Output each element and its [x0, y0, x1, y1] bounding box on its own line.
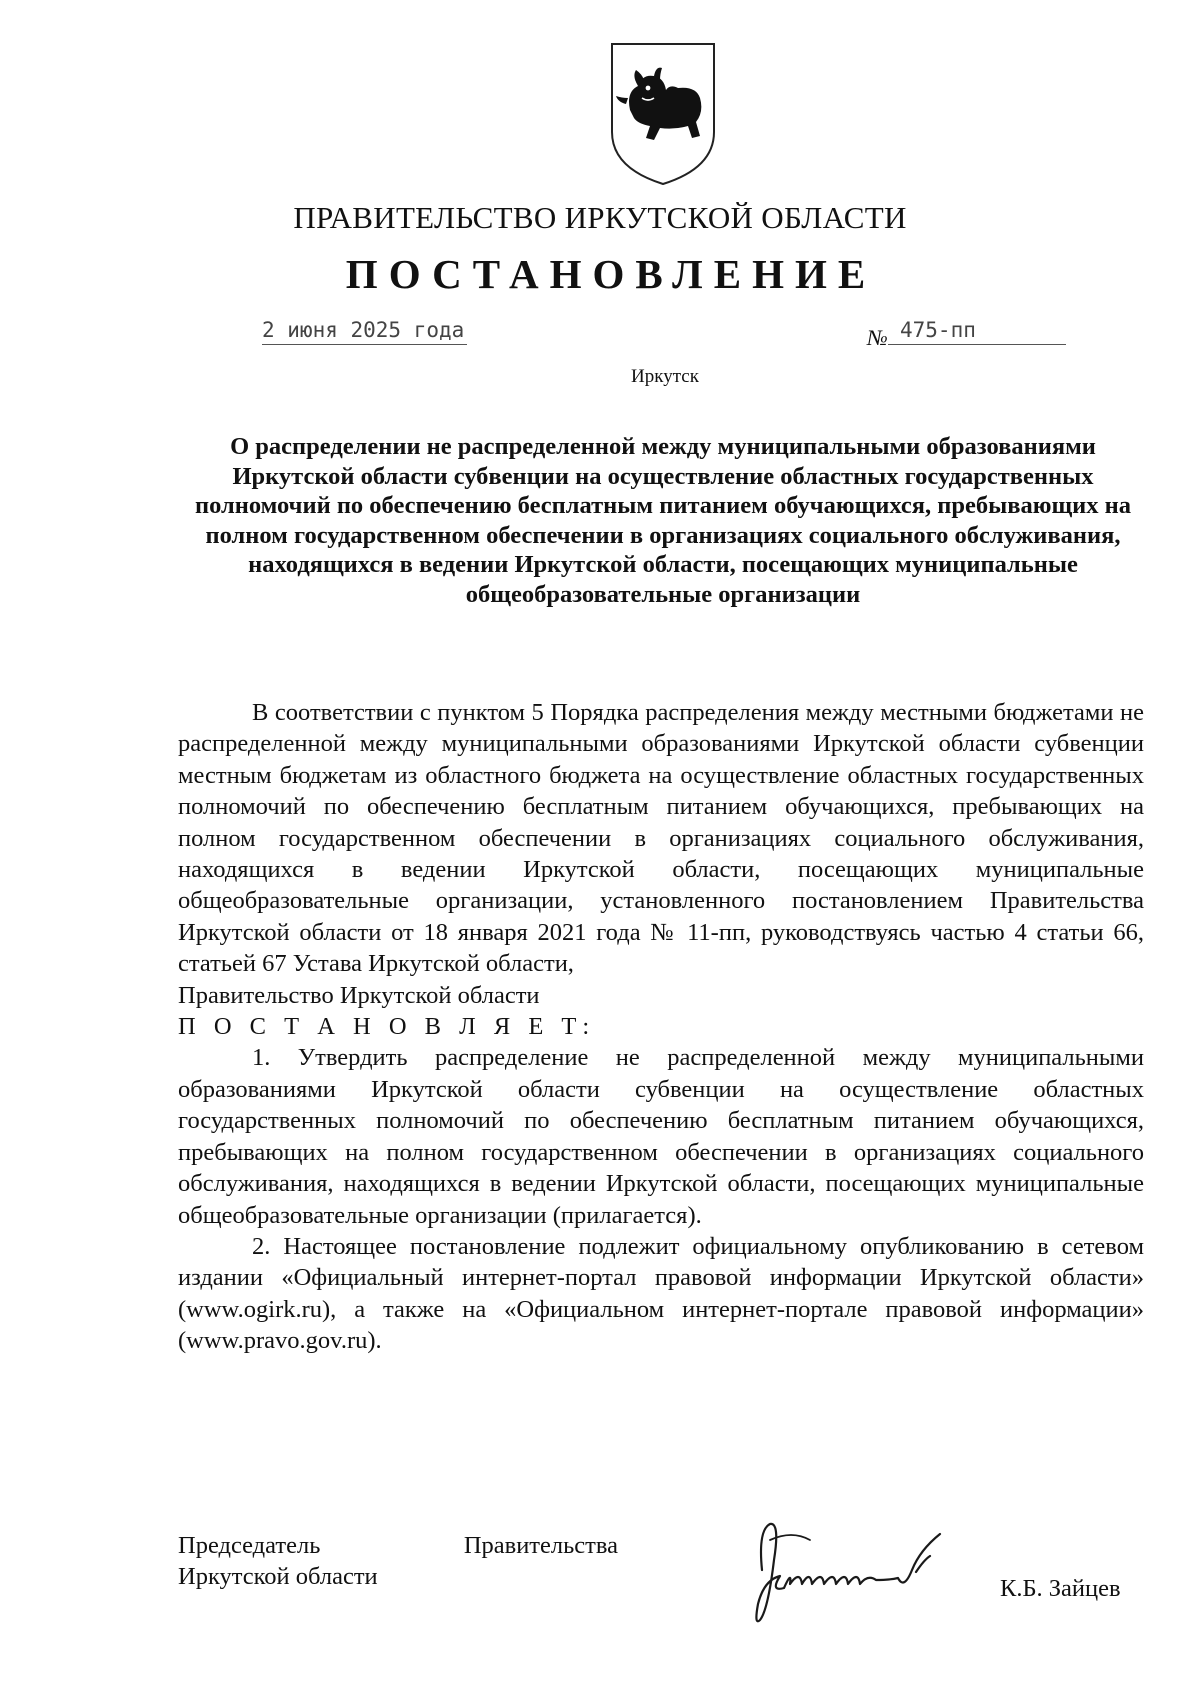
document-type: ПОСТАНОВЛЕНИЕ: [345, 251, 877, 297]
handwritten-signature-icon: [740, 1500, 980, 1640]
signatory-position: [178, 1530, 618, 1593]
decree-title: О распределении не распределенной между муниципальными образованиями Иркутской области субвенции на осуществление областных государственных полномочий по обеспечению бесплатным питанием обучающихся, пребывающих на полном государственном обеспечении в организациях социального обслуживания, находящихся в ведении Иркутской области, посещающих муниципальные общеобразовательные организации: [194, 433, 1132, 608]
item-1: 1. Утвердить распределение не распределенной между муниципальными образованиями Иркутской области субвенции на осуществление областных государственных полномочий по обеспечению бесплатным питанием обучающихся, пребывающих на полном государственном обеспечении в организациях социального обслуживания, находящихся в ведении Иркутской области, посещающих муниципальные общеобразовательные организации (прилагается).: [178, 1044, 1144, 1229]
coat-of-arms-icon: [608, 40, 718, 188]
resolves-heading: П О С Т А Н О В Л Я Е Т:: [178, 1013, 596, 1041]
preamble-end: Правительство Иркутской области: [178, 981, 540, 1009]
decree-number: 475-пп: [888, 318, 1066, 345]
preamble-paragraph: В соответствии с пунктом 5 Порядка распределения между местными бюджетами не распределенной между муниципальными образованиями Иркутской области субвенции местным бюджетам из областного бюджета на осуществление областных государственных полномочий по обеспечению бесплатным питанием обучающихся, пребывающих на полном государственном обеспечении в организациях социального обслуживания, находящихся в ведении Иркутской области, посещающих муниципальные общеобразовательные организации, установленного постановлением Правительства Иркутской области от 18 января 2021 года № 11-пп, руководствуясь частью 4 статьи 66, статьей 67 Устава Иркутской области,: [178, 699, 1144, 978]
item-2: 2. Настоящее постановление подлежит официальному опубликованию в сетевом издании «Официальный интернет-портал правовой информации Иркутской области» (www.ogirk.ru), а также на «Официальном интернет-портале правовой информации» (www.pravo.gov.ru).: [178, 1232, 1144, 1355]
number-label: №: [867, 325, 888, 350]
signatory-name: К.Б. Зайцев: [1000, 1575, 1121, 1602]
decree-body: [178, 697, 1144, 1357]
position-word-1: Председатель: [178, 1532, 321, 1559]
government-name: ПРАВИТЕЛЬСТВО ИРКУТСКОЙ ОБЛАСТИ: [293, 200, 907, 235]
position-line-2: Иркутской области: [178, 1563, 378, 1591]
position-word-2: Правительства: [463, 1532, 618, 1559]
decree-date: 2 июня 2025 года: [262, 318, 467, 345]
city: Иркутск: [631, 366, 699, 387]
